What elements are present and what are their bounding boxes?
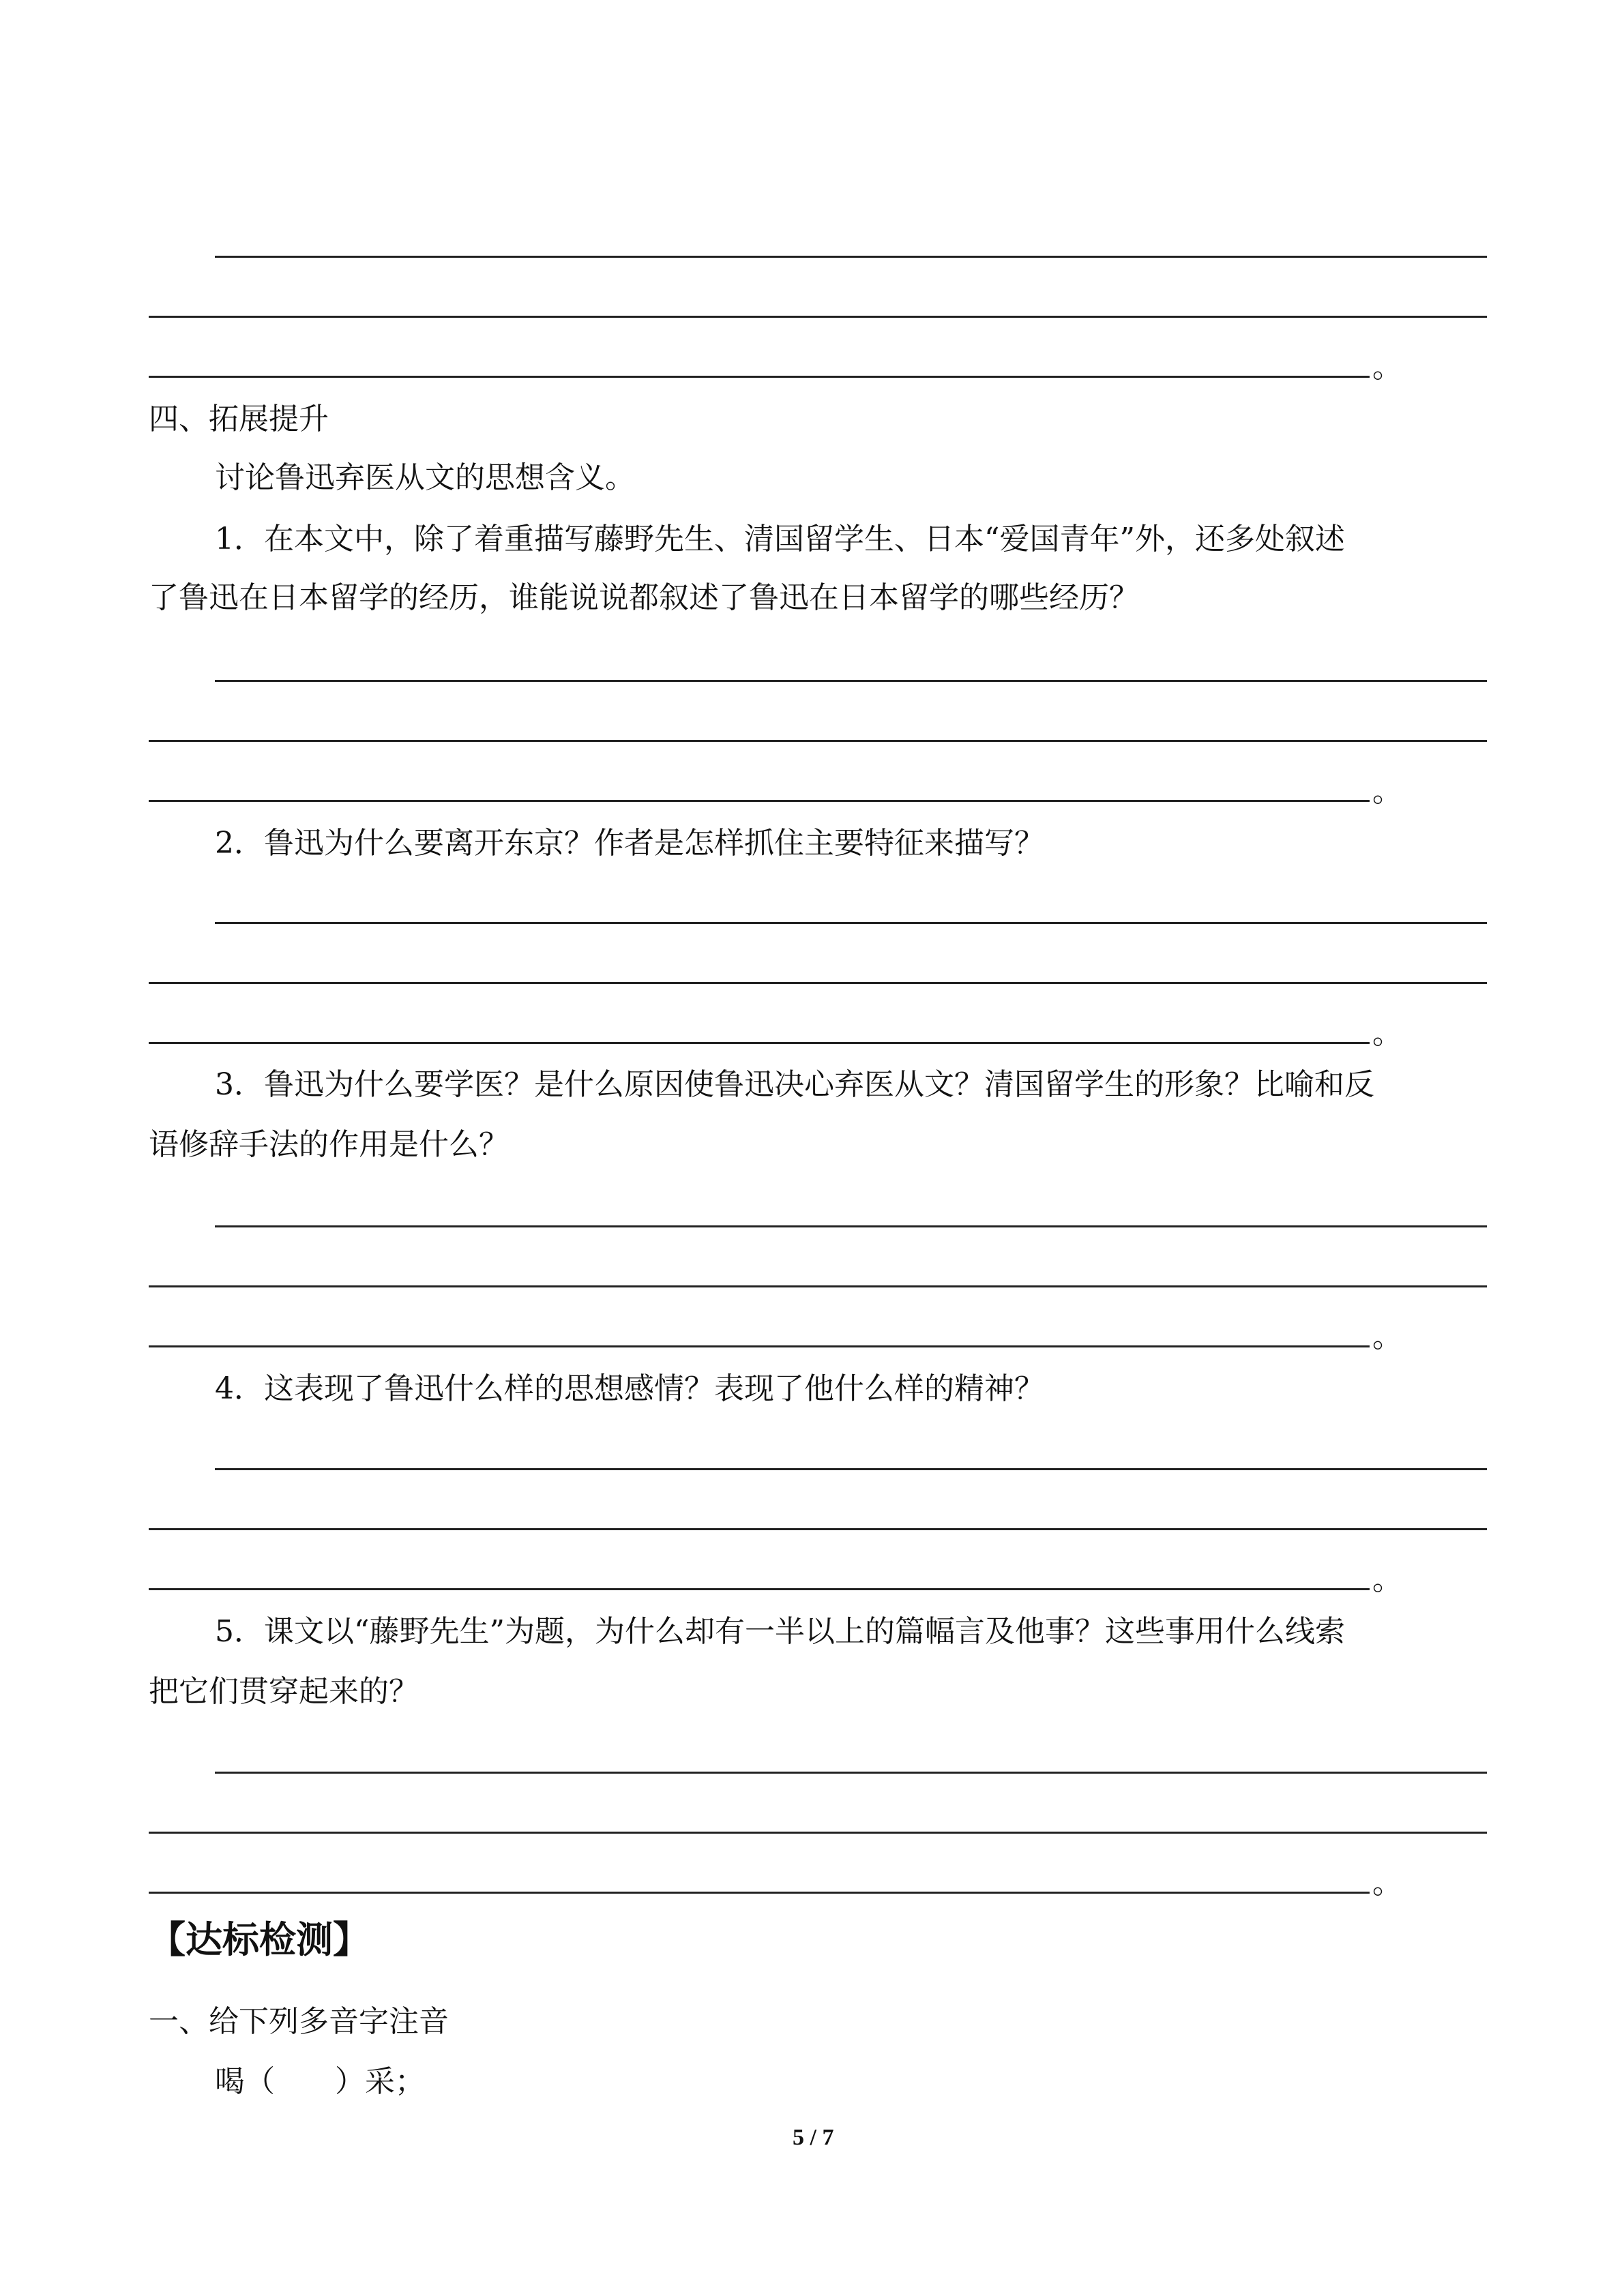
period-mark: 。: [1372, 1562, 1402, 1597]
answer-line: [215, 680, 1487, 682]
answer-line: [215, 922, 1487, 924]
section-intro: 讨论鲁迅弃医从文的思想含义。: [215, 460, 635, 495]
question-2: 2．鲁迅为什么要离开东京？作者是怎样抓住主要特征来描写？: [215, 826, 1044, 861]
answer-line: [149, 1832, 1487, 1834]
answer-line: [149, 1345, 1370, 1347]
exercise-item: 喝（ ）采；: [215, 2064, 425, 2099]
period-mark: 。: [1372, 350, 1402, 385]
answer-line: [215, 1772, 1487, 1774]
answer-line: [149, 800, 1370, 802]
answer-line: [149, 1588, 1370, 1590]
period-mark: 。: [1372, 774, 1402, 809]
period-mark: 。: [1372, 1866, 1402, 1900]
question-3-cont: 语修辞手法的作用是什么？: [149, 1127, 509, 1162]
question-4: 4．这表现了鲁迅什么样的思想感情？表现了他什么样的精神？: [215, 1371, 1044, 1406]
question-1: 1．在本文中，除了着重描写藤野先生、清国留学生、日本“爱国青年”外，还多处叙述: [215, 522, 1345, 556]
answer-line: [149, 1042, 1370, 1044]
answer-line: [149, 1285, 1487, 1287]
section-heading: 【达标检测】: [149, 1918, 370, 1961]
question-5-cont: 把它们贯穿起来的？: [149, 1674, 419, 1709]
answer-line: [215, 1225, 1487, 1227]
answer-line: [215, 1468, 1487, 1470]
answer-line: [149, 982, 1487, 984]
subsection-title: 一、给下列多音字注音: [149, 2004, 449, 2039]
answer-line: [149, 376, 1370, 378]
question-5: 5．课文以“藤野先生”为题，为什么却有一半以上的篇幅言及他事？这些事用什么线索: [215, 1614, 1345, 1649]
page-number: 5 / 7: [793, 2125, 834, 2150]
answer-line: [149, 1892, 1370, 1894]
period-mark: 。: [1372, 1320, 1402, 1354]
answer-line: [149, 316, 1487, 318]
answer-line: [149, 740, 1487, 742]
section-title: 四、拓展提升: [149, 402, 329, 436]
question-3: 3．鲁迅为什么要学医？是什么原因使鲁迅决心弃医从文？清国留学生的形象？比喻和反: [215, 1067, 1374, 1102]
answer-line: [149, 1528, 1487, 1530]
answer-line: [215, 256, 1487, 258]
question-1-cont: 了鲁迅在日本留学的经历，谁能说说都叙述了鲁迅在日本留学的哪些经历？: [149, 580, 1139, 615]
period-mark: 。: [1372, 1016, 1402, 1051]
